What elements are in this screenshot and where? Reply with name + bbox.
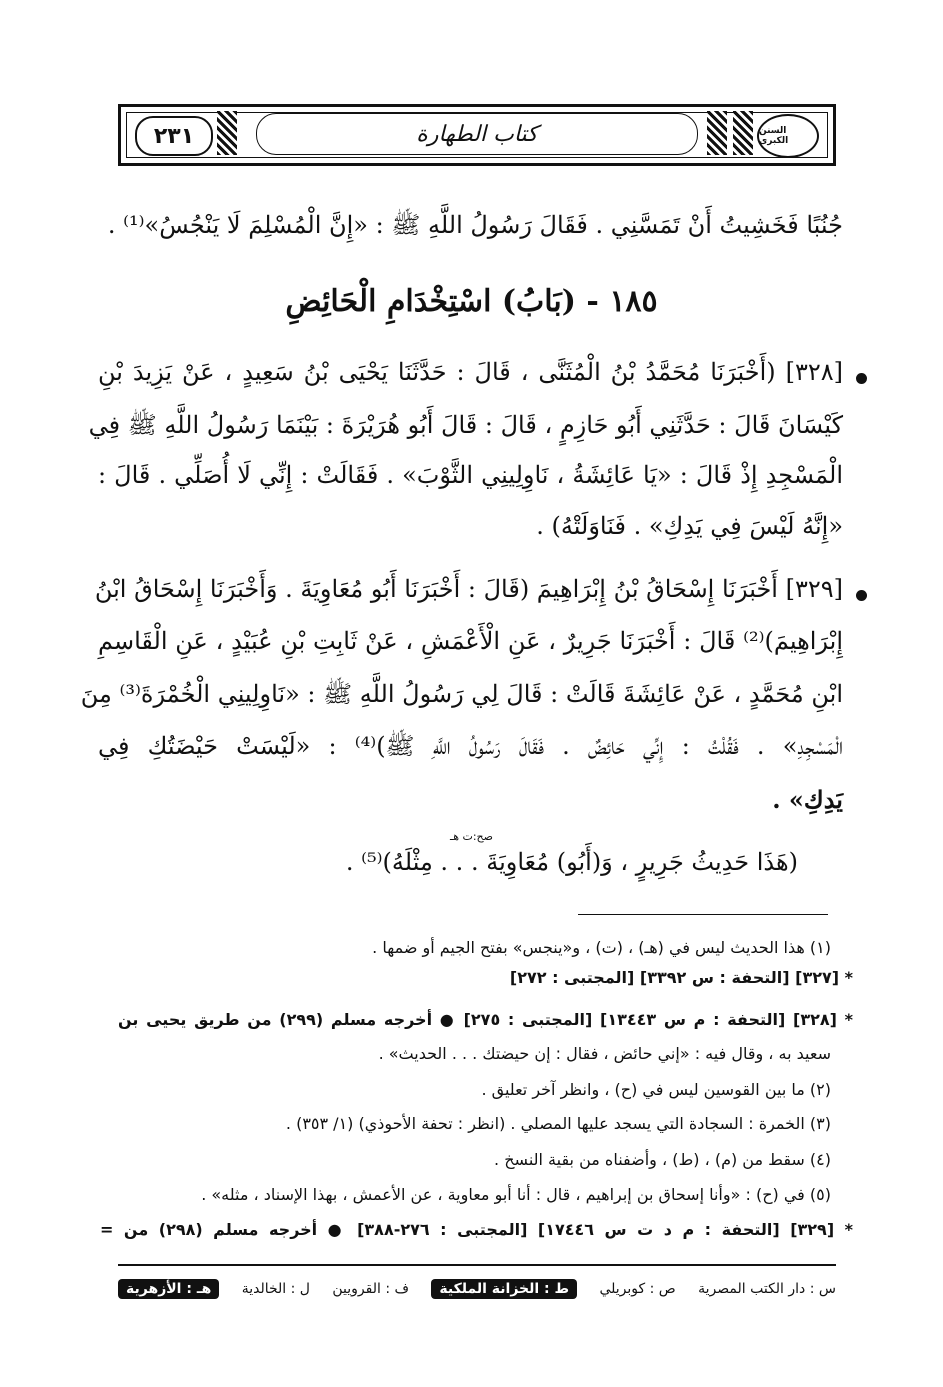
- footnote-3: (٣) الخمرة : السجادة التي يسجد عليها المصلي . (انظر : تحفة الأحوذي) (١/ ٣٥٣) .: [285, 1114, 831, 1133]
- seal-logo: السنن الكبرى: [757, 114, 819, 158]
- note-line: (هَذَا حَدِيثُ جَرِيرٍ ، وَ(أَبُو) مُعَاوِيَةَ . . . مِثْلَهُ)⁽⁵⁾ .: [345, 848, 798, 876]
- legend-lam: ل : الخالدية: [241, 1281, 310, 1297]
- bullet-icon: [856, 590, 867, 601]
- legend-ha: هـ : الأزهرية: [118, 1279, 219, 1299]
- hadith-328-line-4: «إِنَّهُ لَيْسَ فِي يَدِكِ» . فَنَاوَلَتْهُ) .: [536, 512, 843, 540]
- hadith-329-line-5: يَدِكِ» .: [772, 785, 843, 814]
- footnote-328: * [٣٢٨] [التحفة : م س ١٣٤٤٣] [المجتبى : ٢٧٥] ● أخرجه مسلم (٢٩٩) من طريق يحيى بن: [118, 1010, 854, 1029]
- hadith-328-line-3: الْمَسْجِدِ إِذْ قَالَ : «يَا عَائِشَةُ ، نَاوِلِينِي الثَّوْبَ» . فَقَالَتْ : إِنِّي لَا أُصَلِّي . قَالَ :: [98, 461, 843, 489]
- page-number: ٢٣١: [135, 116, 213, 156]
- legend-s: س : دار الكتب المصرية: [698, 1281, 836, 1297]
- footnote-327: * [٣٢٧] [التحفة : س ٣٣٩٢] [المجتبى : ٢٧٢]: [509, 968, 853, 987]
- footnote-2: (٢) ما بين القوسين ليس في (ح) ، وانظر آخر تعليق .: [481, 1080, 831, 1099]
- legend-fa: ف : القرويين: [332, 1281, 410, 1297]
- hadith-329-line-3: ابْنِ مُحَمَّدٍ ، عَنْ عَائِشَةَ قَالَتْ : قَالَ لِي رَسُولُ اللَّهِ ﷺ : «نَاوِلِينِي الْخُمْرَةَ⁽³⁾ مِنَ: [80, 680, 843, 708]
- footnote-329: * [٣٢٩] [التحفة : م د ت س ١٧٤٤٦] [المجتبى : ٢٧٦-٣٨٨] ● أخرجه مسلم (٢٩٨) من =: [100, 1220, 854, 1239]
- chapter-heading: ١٨٥ - (بَابُ) اسْتِخْدَامِ الْحَائِضِ: [285, 284, 658, 319]
- footnote-4: (٤) سقط من (م) ، (ط) ، وأضفناه من بقية النسخ .: [494, 1150, 831, 1169]
- hadith-329-line-1: [٣٢٩] أَخْبَرَنَا إِسْحَاقُ بْنُ إِبْرَاهِيمَ (قَالَ : أَخْبَرَنَا أَبُو مُعَاوِيَةَ . وَأَخْبَرَنَا إِسْحَاقُ ابْنُ: [94, 575, 843, 603]
- legend-ta: ط : الخزانة الملكية: [431, 1279, 577, 1299]
- book-title: كتاب الطهارة: [256, 113, 698, 155]
- footnote-1: (١) هذا الحديث ليس في (هـ) ، (ت) ، و«ينجس» بفتح الجيم أو ضمها .: [372, 938, 831, 957]
- hadith-328-line-2: كَيْسَانَ قَالَ : حَدَّثَنِي أَبُو حَازِمٍ ، قَالَ : قَالَ أَبُو هُرَيْرَةَ : بَيْنَمَا رَسُولُ اللَّهِ ﷺ فِي: [88, 411, 843, 439]
- manuscript-legend: [118, 1276, 836, 1302]
- footnote-divider: [578, 914, 828, 915]
- sah-mark: صح:ت هـ: [449, 830, 493, 843]
- text-line-1: جُنُبًا فَخَشِيتُ أَنْ تَمَسَّنِي . فَقَالَ رَسُولُ اللَّهِ ﷺ : «إِنَّ الْمُسْلِمَ لَا يَنْجُسُ»⁽¹⁾ .: [107, 211, 843, 239]
- hadith-328-line-1: [٣٢٨] (أَخْبَرَنَا مُحَمَّدُ بْنُ الْمُثَنَّى ، قَالَ : حَدَّثَنَا يَحْيَى بْنُ سَعِيدٍ ، عَنْ يَزِيدَ بْنِ: [98, 358, 843, 386]
- bullet-icon: [856, 373, 867, 384]
- page-header: [118, 104, 836, 166]
- footnote-328-cont: سعيد به ، وقال فيه : «إني حائض ، فقال : إن حيضتك . . . الحديث» .: [378, 1044, 831, 1063]
- footnote-5: (٥) في (ح) : «وأنا إسحاق بن إبراهيم ، قال : أنا أبو معاوية ، عن الأعمش ، بهذا الإسناد ، مثله» .: [201, 1185, 831, 1204]
- ornament-right: [707, 111, 727, 155]
- ornament-left: [217, 111, 237, 155]
- legend-divider: [118, 1264, 836, 1266]
- hadith-329-line-2: إِبْرَاهِيمَ)⁽²⁾ قَالَ : أَخْبَرَنَا جَرِيرٌ ، عَنِ الْأَعْمَشِ ، عَنْ ثَابِتِ بْنِ عُبَيْدٍ ، عَنِ الْقَاسِمِ: [98, 627, 843, 655]
- hadith-329-line-4: الْمَسْجِدِ» . فَقُلْتُ : إِنِّي حَائِضٌ . فَقَالَ رَسُولُ اللَّهِ ﷺ)⁽⁴⁾ : «لَيْسَتْ حَيْضَتُكِ فِي: [98, 732, 844, 760]
- legend-sad: ص : كوبريلي: [599, 1281, 676, 1297]
- ornament-right-2: [733, 111, 753, 155]
